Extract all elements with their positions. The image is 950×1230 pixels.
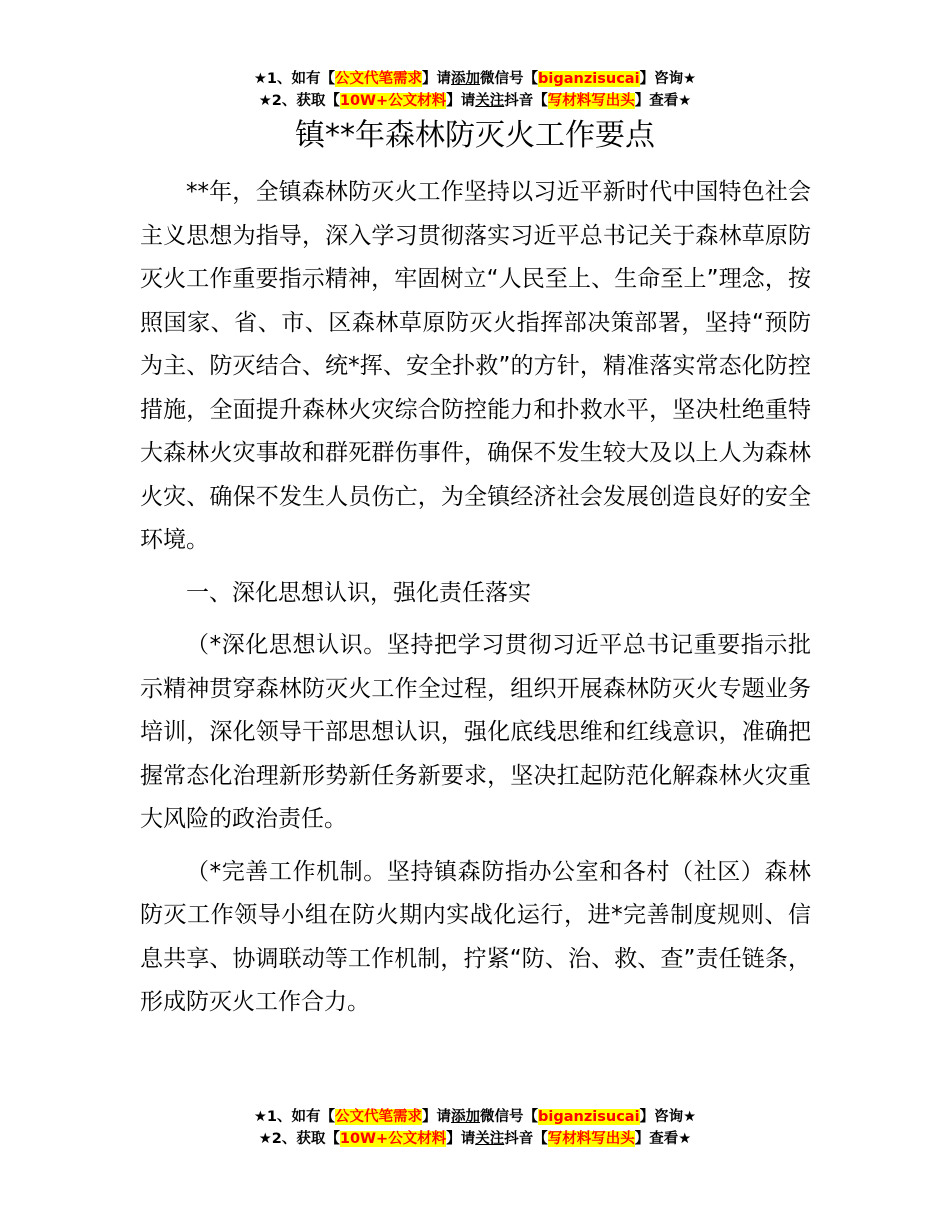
banner-highlight: 10W+公文材料 bbox=[339, 93, 447, 109]
banner-highlight: 10W+公文材料 bbox=[339, 1131, 447, 1147]
header-banner-line-1 bbox=[0, 68, 950, 90]
banner-highlight: 写材料写出头 bbox=[547, 93, 635, 109]
banner-text: 】请 bbox=[422, 1109, 452, 1125]
banner-text: ★2、获取【 bbox=[258, 93, 340, 109]
banner-underlined-text: 关注 bbox=[475, 1131, 505, 1147]
footer-banner-line-1 bbox=[0, 1106, 950, 1128]
banner-text: 】请 bbox=[446, 93, 476, 109]
banner-text: 微信号【 bbox=[480, 1109, 539, 1125]
banner-highlight: 公文代笔需求 bbox=[335, 1109, 423, 1125]
document-body bbox=[140, 171, 811, 1034]
banner-text: 】查看★ bbox=[634, 93, 692, 109]
banner-text: 】请 bbox=[422, 71, 452, 87]
body-paragraph: （*完善工作机制。坚持镇森防指办公室和各村（社区）森林防灭工作领导小组在防火期内实战化运行，进*完善制度规则、信息共享、协调联动等工作机制，拧紧“防、治、救、查”责任链条，形成防灭火工作合力。 bbox=[140, 858, 811, 1015]
section-heading-1: 一、深化思想认识，强化责任落实 bbox=[186, 579, 531, 606]
banner-highlight: 公文代笔需求 bbox=[335, 71, 423, 87]
banner-text: 】请 bbox=[446, 1131, 476, 1147]
banner-text: 】咨询★ bbox=[639, 71, 697, 87]
document-title: 镇**年森林防灭火工作要点 bbox=[295, 118, 655, 153]
footer-banner bbox=[0, 1106, 950, 1150]
banner-highlight: biganzisucai bbox=[538, 1109, 640, 1125]
banner-text: 抖音【 bbox=[504, 1131, 548, 1147]
header-banner-line-2 bbox=[0, 90, 950, 112]
intro-paragraph: **年，全镇森林防灭火工作坚持以习近平新时代中国特色社会主义思想为指导，深入学习贯彻落实习近平总书记关于森林草原防灭火工作重要指示精神，牢固树立“人民至上、生命至上”理念，按照国家、省、市、区森林草原防灭火指挥部决策部署，坚持“预防为主、防灭结合、统*挥、安全扑救”的方针，精准落实常态化防控措施，全面提升森林火灾综合防控能力和扑救水平，坚决杜绝重特大森林火灾事故和群死群伤事件，确保不发生较大及以上人为森林火灾、确保不发生人员伤亡，为全镇经济社会发展创造良好的安全环境。 bbox=[140, 179, 811, 553]
banner-underlined-text: 添加 bbox=[451, 1109, 481, 1125]
banner-text: ★1、如有【 bbox=[253, 1109, 336, 1125]
banner-highlight: 写材料写出头 bbox=[547, 1131, 635, 1147]
footer-banner-line-2 bbox=[0, 1128, 950, 1150]
banner-text: 】查看★ bbox=[634, 1131, 692, 1147]
header-banner bbox=[0, 68, 950, 112]
banner-text: 抖音【 bbox=[504, 93, 548, 109]
banner-text: ★2、获取【 bbox=[258, 1131, 340, 1147]
banner-highlight: biganzisucai bbox=[538, 71, 640, 87]
banner-underlined-text: 添加 bbox=[451, 71, 481, 87]
banner-text: 】咨询★ bbox=[639, 1109, 697, 1125]
banner-text: 微信号【 bbox=[480, 71, 539, 87]
body-paragraph: （*深化思想认识。坚持把学习贯彻习近平总书记重要指示批示精神贯穿森林防灭火工作全过程，组织开展森林防灭火专题业务培训，深化领导干部思想认识，强化底线思维和红线意识，准确把握常态化治理新形势新任务新要求，坚决扛起防范化解森林火灾重大风险的政治责任。 bbox=[140, 632, 811, 832]
banner-underlined-text: 关注 bbox=[475, 93, 505, 109]
banner-text: ★1、如有【 bbox=[253, 71, 336, 87]
